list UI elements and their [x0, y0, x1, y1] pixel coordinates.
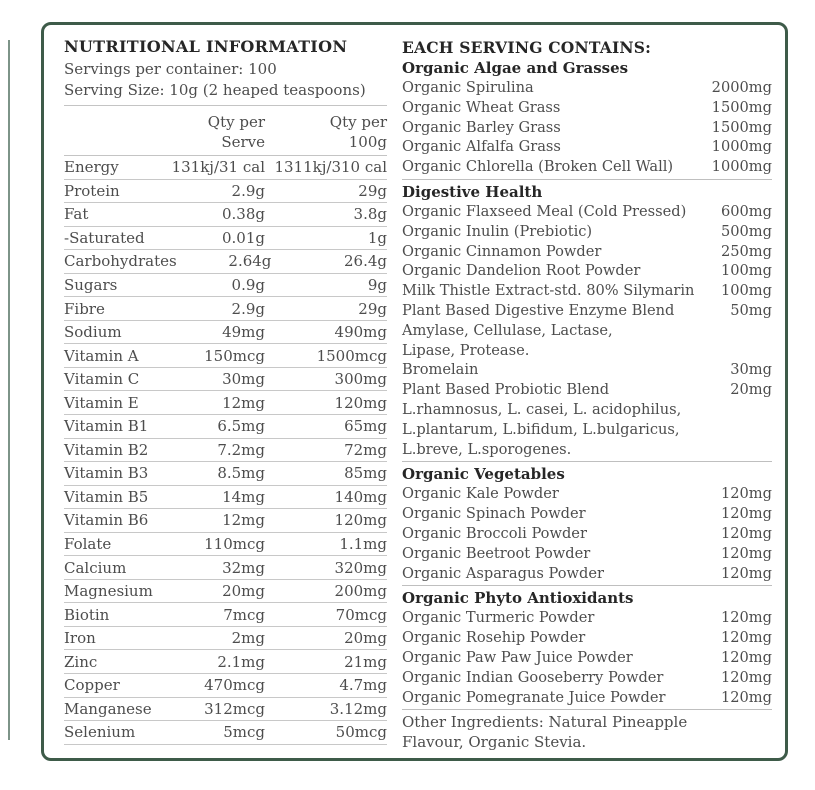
qty-per-serve-value: 8.5mg	[217, 464, 265, 483]
nutrient-label: Vitamin A	[64, 346, 139, 365]
ingredient-name: L.breve, L.sporogenes.	[402, 440, 572, 458]
qty-per-100g-value: 300mg	[334, 370, 387, 389]
qty-per-100g-value: 70mcg	[335, 605, 387, 624]
nutrient-label: Fat	[64, 205, 89, 224]
nutrition-row	[64, 439, 387, 463]
ingredient-name: Lipase, Protease.	[402, 341, 530, 359]
qty-per-100g-value: 1311kj/310 cal	[274, 158, 387, 177]
qty-per-100g-value: 50mcg	[335, 723, 387, 742]
ingredient-row	[402, 628, 772, 648]
ingredient-row	[402, 202, 772, 222]
ingredient-row	[402, 341, 772, 361]
ingredient-amount: 120mg	[720, 505, 772, 523]
nutritional-information-panel	[64, 37, 387, 745]
nutrient-label: Carbohydrates	[64, 252, 177, 271]
qty-per-serve-value: 110mcg	[204, 535, 265, 554]
ingredient-amount: 1000mg	[711, 158, 772, 176]
ingredient-name: Organic Paw Paw Juice Powder	[402, 648, 633, 666]
nutrition-row	[64, 509, 387, 533]
ingredient-name: Organic Spirulina	[402, 79, 534, 96]
qty-per-serve-header	[165, 112, 265, 152]
nutrition-row	[64, 297, 387, 321]
qty-per-serve-value: 2.9g	[231, 299, 265, 318]
qty-per-serve-value: 2.64g	[228, 252, 272, 271]
ingredient-amount: 500mg	[720, 222, 772, 240]
ingredient-amount: 250mg	[720, 242, 772, 260]
ingredient-name: Organic Spinach Powder	[402, 505, 586, 523]
nutrient-label: Fibre	[64, 299, 105, 318]
ingredient-name: Organic Flaxseed Meal (Cold Pressed)	[402, 202, 687, 220]
nutrient-label: -Saturated	[64, 228, 145, 247]
ingredient-row	[402, 98, 772, 118]
ingredient-row	[402, 668, 772, 688]
ingredient-name: Bromelain	[402, 361, 479, 379]
ingredient-amount: 120mg	[720, 524, 772, 542]
nutrient-label: Vitamin B1	[64, 417, 149, 436]
ingredient-name: Milk Thistle Extract-std. 80% Silymarin	[402, 282, 695, 300]
nutrient-label: Copper	[64, 676, 120, 695]
ingredient-row	[402, 78, 772, 98]
nutrient-label: Vitamin B6	[64, 511, 149, 530]
nutrition-row	[64, 721, 387, 745]
qty-per-100g-value: 29g	[358, 299, 387, 318]
ingredient-amount: 100mg	[720, 282, 772, 300]
nutrition-row	[64, 462, 387, 486]
ingredient-row	[402, 242, 772, 262]
nutrient-label: Biotin	[64, 605, 110, 624]
header-line: 100g	[348, 133, 387, 151]
ingredient-name: Organic Indian Gooseberry Powder	[402, 668, 664, 686]
packaging-edge-line	[8, 40, 10, 740]
ingredient-row	[402, 380, 772, 400]
header-spacer	[64, 112, 165, 152]
qty-per-serve-value: 0.38g	[221, 205, 265, 224]
nutrition-row	[64, 674, 387, 698]
qty-per-100g-value: 29g	[358, 181, 387, 200]
ingredient-name: Organic Cinnamon Powder	[402, 242, 602, 260]
qty-per-serve-value: 6.5mg	[217, 417, 265, 436]
qty-per-serve-value: 12mg	[222, 511, 265, 530]
qty-per-serve-value: 0.01g	[221, 228, 265, 247]
ingredient-row	[402, 420, 772, 440]
nutrient-label: Protein	[64, 181, 120, 200]
ingredient-amount: 50mg	[730, 301, 772, 319]
nutrient-label: Magnesium	[64, 582, 153, 601]
qty-per-100g-value: 4.7mg	[339, 676, 387, 695]
ingredient-amount: 120mg	[720, 668, 772, 686]
nutrient-label: Sugars	[64, 276, 118, 294]
nutrient-label: Calcium	[64, 558, 127, 577]
nutrient-label: Vitamin C	[64, 370, 140, 389]
nutrient-label: Sodium	[64, 323, 122, 342]
ingredient-row	[402, 321, 772, 341]
ingredient-row	[402, 400, 772, 420]
qty-per-100g-value: 1500mcg	[316, 346, 387, 365]
qty-per-serve-value: 2mg	[231, 629, 265, 648]
qty-per-100g-value: 320mg	[334, 558, 387, 577]
right-panel-title: EACH SERVING CONTAINS:	[402, 38, 652, 57]
qty-per-100g-value: 3.8g	[353, 205, 387, 224]
nutrition-row	[64, 580, 387, 604]
qty-per-100g-value: 21mg	[344, 652, 387, 671]
qty-per-100g-value: 120mg	[334, 393, 387, 412]
nutrition-row	[64, 321, 387, 345]
ingredient-row	[402, 608, 772, 628]
nutrition-row	[64, 344, 387, 368]
qty-per-serve-value: 312mcg	[204, 699, 265, 718]
qty-per-serve-value: 150mcg	[204, 346, 265, 365]
ingredient-name: Organic Wheat Grass	[402, 98, 561, 116]
other-ingredients: Other Ingredients: Natural Pineapple Flavour, Organic Stevia.	[402, 713, 688, 752]
qty-per-serve-value: 2.1mg	[217, 652, 265, 671]
ingredient-row	[402, 524, 772, 544]
qty-per-100g-value: 65mg	[344, 417, 387, 436]
ingredient-amount: 120mg	[720, 564, 772, 582]
each-serving-panel	[402, 37, 772, 752]
nutrient-label: Manganese	[64, 699, 152, 718]
ingredient-name: Organic Dandelion Root Powder	[402, 262, 641, 280]
ingredient-name: Organic Kale Powder	[402, 485, 559, 503]
ingredient-row	[402, 157, 772, 177]
ingredient-row	[402, 281, 772, 301]
qty-per-100g-value: 26.4g	[343, 252, 387, 271]
qty-per-100g-value: 9g	[367, 276, 387, 294]
ingredient-name: Amylase, Cellulase, Lactase,	[402, 321, 613, 339]
nutrient-label: Vitamin B2	[64, 440, 149, 459]
section-divider	[402, 585, 772, 586]
ingredient-name: Organic Alfalfa Grass	[402, 138, 561, 156]
ingredient-name: L.rhamnosus, L. casei, L. acidophilus,	[402, 400, 682, 418]
qty-per-serve-value: 7mcg	[223, 605, 265, 624]
section-heading: Organic Algae and Grasses	[402, 59, 629, 77]
qty-per-serve-value: 470mcg	[204, 676, 265, 695]
section-heading: Digestive Health	[402, 182, 543, 201]
nutrition-row	[64, 556, 387, 580]
ingredient-name: Organic Turmeric Powder	[402, 609, 595, 627]
section-divider	[402, 709, 772, 710]
ingredient-name: Organic Broccoli Powder	[402, 524, 587, 542]
nutrition-row	[64, 203, 387, 227]
qty-per-100g-value: 3.12mg	[329, 699, 387, 718]
ingredient-section	[402, 58, 772, 180]
ingredient-amount: 120mg	[720, 629, 772, 647]
qty-per-100g-value: 140mg	[334, 487, 387, 506]
nutrition-row	[64, 627, 387, 651]
nutrition-row	[64, 533, 387, 557]
nutrition-row	[64, 415, 387, 439]
ingredient-row	[402, 484, 772, 504]
nutrition-row	[64, 368, 387, 392]
ingredient-amount: 100mg	[720, 262, 772, 280]
nutrient-label: Iron	[64, 629, 96, 648]
qty-per-100g-value: 1.1mg	[339, 535, 387, 554]
ingredient-name: Plant Based Probiotic Blend	[402, 381, 610, 399]
ingredient-name: Organic Inulin (Prebiotic)	[402, 222, 593, 240]
qty-per-serve-value: 32mg	[222, 558, 265, 577]
nutrition-table-header	[64, 106, 387, 155]
qty-per-100g-value: 85mg	[344, 464, 387, 483]
nutrition-label-frame	[41, 22, 788, 761]
ingredient-row	[402, 222, 772, 242]
qty-per-serve-value: 30mg	[222, 370, 265, 389]
qty-per-serve-value: 20mg	[222, 582, 265, 601]
nutrient-label: Folate	[64, 535, 112, 554]
qty-per-serve-value: 0.9g	[231, 276, 265, 294]
nutrition-row	[64, 486, 387, 510]
nutrition-row	[64, 227, 387, 251]
qty-per-100g-value: 120mg	[334, 511, 387, 530]
ingredient-amount: 120mg	[720, 609, 772, 627]
ingredient-amount: 1000mg	[711, 138, 772, 156]
header-line: Qty per	[207, 113, 265, 131]
qty-per-serve-value: 12mg	[222, 393, 265, 412]
serving-sections	[402, 58, 772, 710]
qty-per-100g-value: 200mg	[334, 582, 387, 601]
nutrition-row	[64, 698, 387, 722]
ingredient-amount: 600mg	[720, 202, 772, 220]
section-divider	[402, 461, 772, 462]
ingredient-name: Organic Barley Grass	[402, 118, 561, 136]
qty-per-serve-value: 14mg	[222, 487, 265, 506]
ingredient-amount: 1500mg	[711, 118, 772, 136]
ingredient-name: Organic Beetroot Powder	[402, 544, 591, 562]
nutrition-row	[64, 603, 387, 627]
serving-size: Serving Size: 10g (2 heaped teaspoons)	[64, 81, 366, 99]
ingredient-row	[402, 564, 772, 584]
header-line: Qty per	[329, 113, 387, 131]
section-heading: Organic Phyto Antioxidants	[402, 589, 634, 608]
qty-per-100g-value: 490mg	[334, 323, 387, 342]
ingredient-amount: 120mg	[720, 544, 772, 562]
ingredient-row	[402, 301, 772, 321]
ingredient-amount: 120mg	[720, 485, 772, 503]
ingredient-amount: 20mg	[730, 381, 772, 399]
qty-per-100g-value: 20mg	[344, 629, 387, 648]
ingredient-section	[402, 464, 772, 586]
ingredient-section	[402, 588, 772, 710]
nutrient-label: Selenium	[64, 723, 136, 742]
servings-per-container: Servings per container: 100	[64, 60, 277, 78]
ingredient-row	[402, 544, 772, 564]
nutrition-row	[64, 156, 387, 180]
section-heading: Organic Vegetables	[402, 465, 565, 484]
ingredient-row	[402, 137, 772, 157]
qty-per-100g-value: 1g	[367, 228, 387, 247]
ingredient-amount: 2000mg	[711, 79, 772, 96]
ingredient-name: Plant Based Digestive Enzyme Blend	[402, 301, 675, 319]
nutrition-rows	[64, 156, 387, 745]
ingredient-name: L.plantarum, L.bifidum, L.bulgaricus,	[402, 420, 680, 438]
nutrition-row	[64, 391, 387, 415]
ingredient-row	[402, 648, 772, 668]
nutrition-row	[64, 180, 387, 204]
qty-per-serve-value: 49mg	[222, 323, 265, 342]
qty-per-100g-value: 72mg	[344, 440, 387, 459]
ingredient-row	[402, 440, 772, 460]
ingredient-section	[402, 182, 772, 462]
ingredient-row	[402, 688, 772, 708]
ingredient-row	[402, 118, 772, 138]
nutrition-row	[64, 274, 387, 298]
ingredient-amount: 1500mg	[711, 98, 772, 116]
ingredient-amount: 30mg	[730, 361, 772, 379]
qty-per-serve-value: 131kj/31 cal	[171, 158, 265, 177]
ingredient-row	[402, 261, 772, 281]
qty-per-serve-value: 5mcg	[223, 723, 265, 742]
qty-per-100g-header	[265, 112, 387, 152]
nutrition-row	[64, 650, 387, 674]
ingredient-amount: 120mg	[720, 688, 772, 706]
nutrient-label: Vitamin E	[64, 393, 139, 412]
ingredient-row	[402, 504, 772, 524]
header-line: Serve	[221, 133, 265, 151]
section-divider	[402, 179, 772, 180]
ingredient-name: Organic Chlorella (Broken Cell Wall)	[402, 158, 674, 176]
nutrient-label: Energy	[64, 158, 119, 177]
nutrient-label: Vitamin B3	[64, 464, 149, 483]
ingredient-row	[402, 360, 772, 380]
qty-per-serve-value: 2.9g	[231, 181, 265, 200]
ingredient-name: Organic Rosehip Powder	[402, 629, 586, 647]
ingredient-name: Organic Pomegranate Juice Powder	[402, 688, 666, 706]
nutrient-label: Zinc	[64, 652, 98, 671]
left-panel-title: NUTRITIONAL INFORMATION	[64, 37, 348, 56]
ingredient-amount: 120mg	[720, 648, 772, 666]
qty-per-serve-value: 7.2mg	[217, 440, 265, 459]
ingredient-name: Organic Asparagus Powder	[402, 564, 604, 582]
nutrient-label: Vitamin B5	[64, 487, 149, 506]
nutrition-row	[64, 250, 387, 274]
